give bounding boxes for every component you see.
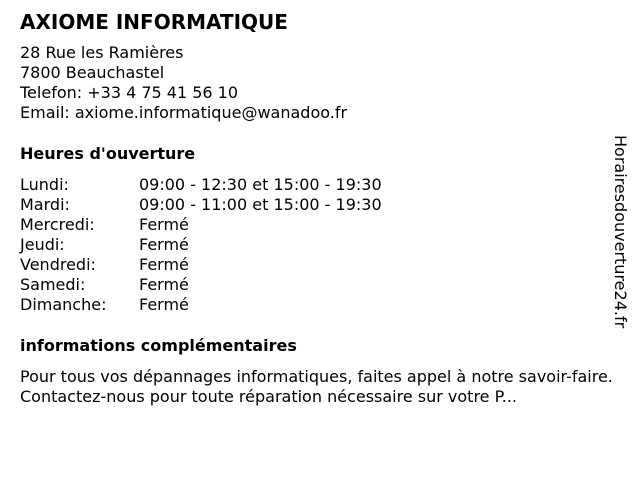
hours-value: 09:00 - 11:00 et 15:00 - 19:30 — [139, 195, 382, 214]
business-name: AXIOME INFORMATIQUE — [20, 10, 288, 34]
hours-row-sunday — [20, 295, 610, 315]
business-card — [20, 10, 613, 407]
additional-info-heading: informations complémentaires — [20, 336, 297, 355]
watermark-label: Horairesdouverture24.fr — [611, 135, 630, 329]
hours-row-tuesday — [20, 195, 610, 215]
hours-row-wednesday — [20, 215, 610, 235]
hours-day: Lundi: — [20, 175, 69, 194]
hours-value: Fermé — [139, 215, 189, 234]
address-line-1: 28 Rue les Ramières — [20, 43, 184, 62]
hours-row-monday — [20, 175, 610, 195]
hours-day: Mardi: — [20, 195, 70, 214]
hours-value: Fermé — [139, 275, 189, 294]
hours-day: Mercredi: — [20, 215, 95, 234]
hours-row-saturday — [20, 275, 610, 295]
opening-hours-table — [20, 175, 610, 315]
additional-info-text: Pour tous vos dépannages informatiques, faites appel à notre savoir-faire. Contactez-nous pour toute réparation nécessaire sur votre P... — [20, 367, 613, 406]
hours-row-thursday — [20, 235, 610, 255]
hours-value: Fermé — [139, 235, 189, 254]
opening-hours-heading: Heures d'ouverture — [20, 144, 196, 163]
hours-row-friday — [20, 255, 610, 275]
address-line-2: 7800 Beauchastel — [20, 63, 165, 82]
hours-day: Dimanche: — [20, 295, 107, 314]
hours-day: Vendredi: — [20, 255, 96, 274]
phone-line: Telefon: +33 4 75 41 56 10 — [20, 83, 239, 102]
hours-day: Samedi: — [20, 275, 86, 294]
hours-day: Jeudi: — [20, 235, 65, 254]
hours-value: Fermé — [139, 295, 189, 314]
hours-value: 09:00 - 12:30 et 15:00 - 19:30 — [139, 175, 382, 194]
email-line: Email: axiome.informatique@wanadoo.fr — [20, 103, 348, 122]
hours-value: Fermé — [139, 255, 189, 274]
